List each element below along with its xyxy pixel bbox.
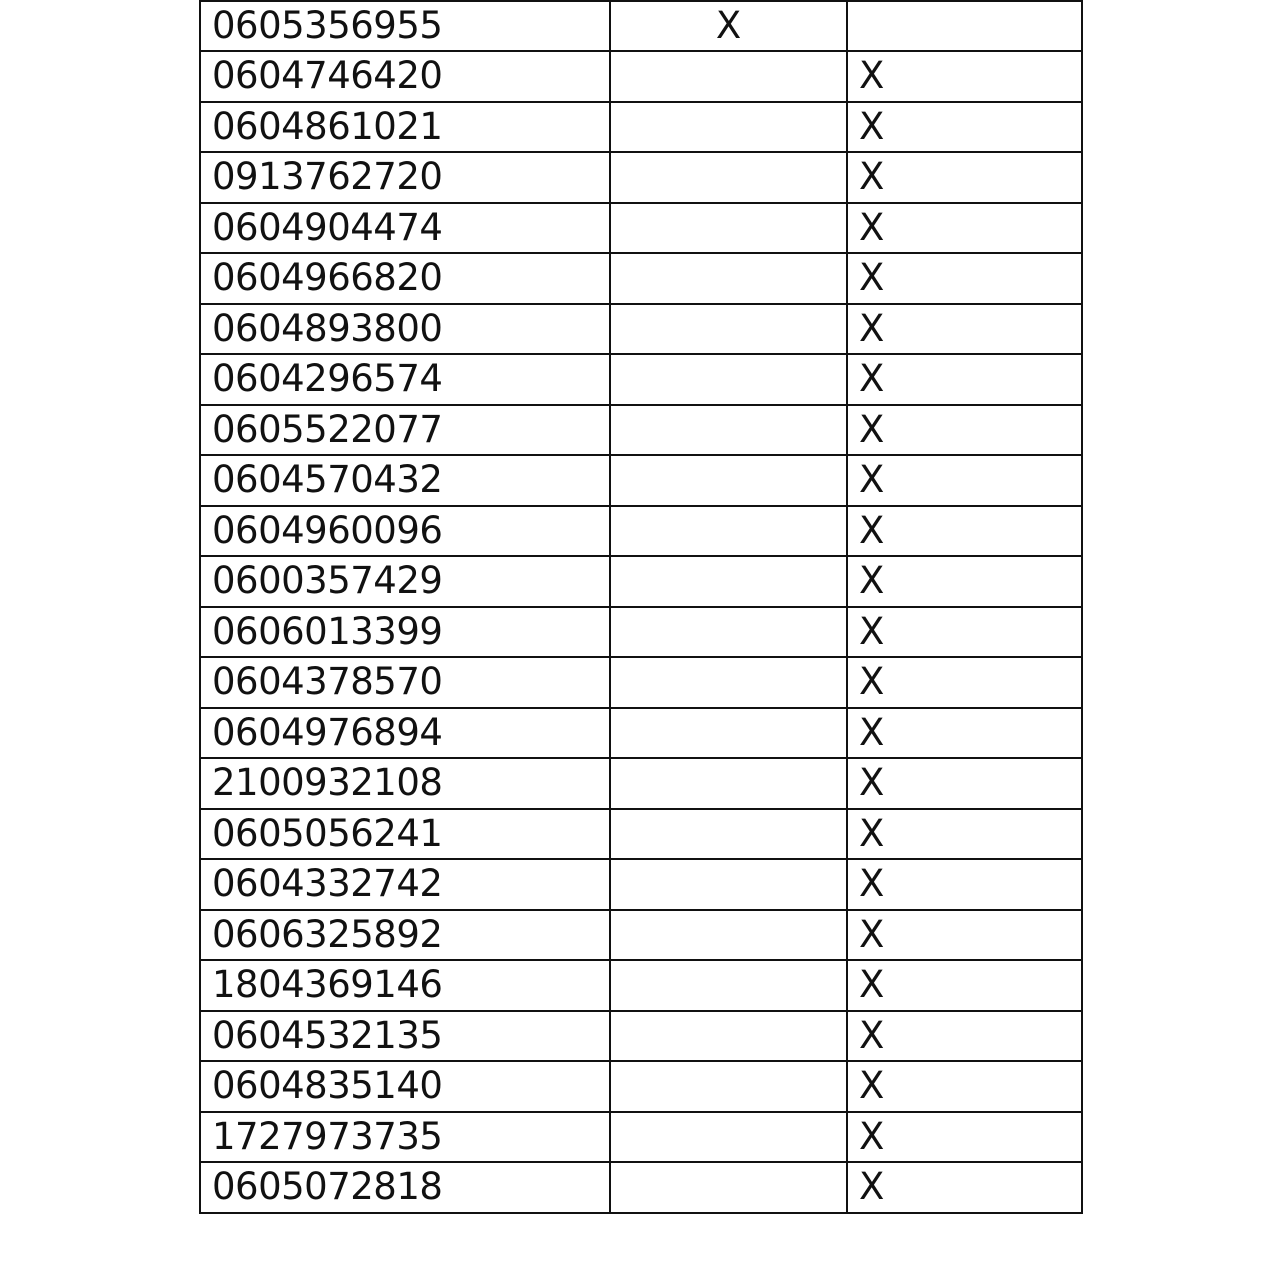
mark-cell-b: X (847, 203, 1082, 254)
mark-cell-a: X (610, 1, 847, 51)
number-cell: 0604966820 (200, 253, 610, 304)
number-cell: 0604835140 (200, 1061, 610, 1112)
number-cell: 0604570432 (200, 455, 610, 506)
mark-cell-b: X (847, 455, 1082, 506)
table-row (200, 1, 1082, 51)
number-cell: 0604378570 (200, 657, 610, 708)
mark-cell-a (610, 152, 847, 203)
number-cell: 0600357429 (200, 556, 610, 607)
table-row (200, 960, 1082, 1011)
mark-cell-a (610, 607, 847, 658)
table-row (200, 607, 1082, 658)
mark-cell-a (610, 354, 847, 405)
mark-cell-a (610, 708, 847, 759)
number-cell: 0604746420 (200, 51, 610, 102)
table-row (200, 455, 1082, 506)
table-row (200, 809, 1082, 860)
number-cell: 0604976894 (200, 708, 610, 759)
number-cell: 0913762720 (200, 152, 610, 203)
number-cell: 0604296574 (200, 354, 610, 405)
mark-cell-a (610, 102, 847, 153)
table-row (200, 859, 1082, 910)
table-row (200, 102, 1082, 153)
number-cell: 1727973735 (200, 1112, 610, 1163)
mark-cell-a (610, 455, 847, 506)
table-row (200, 203, 1082, 254)
table-row (200, 304, 1082, 355)
table-row (200, 506, 1082, 557)
number-cell: 0605056241 (200, 809, 610, 860)
mark-cell-b: X (847, 102, 1082, 153)
mark-cell-b: X (847, 910, 1082, 961)
mark-cell-b: X (847, 1061, 1082, 1112)
mark-cell-b: X (847, 859, 1082, 910)
mark-cell-a (610, 1061, 847, 1112)
number-cell: 0604861021 (200, 102, 610, 153)
number-cell: 0606013399 (200, 607, 610, 658)
number-cell: 0606325892 (200, 910, 610, 961)
number-cell: 0604532135 (200, 1011, 610, 1062)
number-cell: 0604904474 (200, 203, 610, 254)
mark-cell-a (610, 1162, 847, 1213)
table-row (200, 1061, 1082, 1112)
mark-cell-a (610, 657, 847, 708)
table-row (200, 253, 1082, 304)
mark-cell-a (610, 304, 847, 355)
mark-cell-b: X (847, 51, 1082, 102)
mark-cell-b: X (847, 809, 1082, 860)
mark-cell-b: X (847, 304, 1082, 355)
table-body (200, 1, 1082, 1213)
table-row (200, 556, 1082, 607)
number-cell: 0604332742 (200, 859, 610, 910)
document-sheet (199, 0, 1080, 1214)
mark-cell-a (610, 405, 847, 456)
table-row (200, 152, 1082, 203)
table-row (200, 657, 1082, 708)
mark-cell-b: X (847, 405, 1082, 456)
number-cell: 0604960096 (200, 506, 610, 557)
number-cell: 0605356955 (200, 1, 610, 51)
table-row (200, 1011, 1082, 1062)
mark-cell-b: X (847, 354, 1082, 405)
mark-cell-a (610, 809, 847, 860)
table-row (200, 51, 1082, 102)
mark-cell-a (610, 1011, 847, 1062)
mark-cell-b: X (847, 1162, 1082, 1213)
table-row (200, 354, 1082, 405)
mark-cell-b: X (847, 657, 1082, 708)
table-row (200, 910, 1082, 961)
mark-cell-b: X (847, 506, 1082, 557)
number-cell: 0605072818 (200, 1162, 610, 1213)
number-cell: 0605522077 (200, 405, 610, 456)
mark-cell-a (610, 253, 847, 304)
table-row (200, 758, 1082, 809)
mark-cell-a (610, 51, 847, 102)
mark-cell-b: X (847, 253, 1082, 304)
mark-cell-b: X (847, 607, 1082, 658)
table-row (200, 1112, 1082, 1163)
mark-cell-b: X (847, 708, 1082, 759)
mark-cell-a (610, 556, 847, 607)
mark-cell-a (610, 506, 847, 557)
mark-cell-a (610, 1112, 847, 1163)
mark-cell-a (610, 859, 847, 910)
mark-cell-a (610, 910, 847, 961)
mark-cell-b: X (847, 556, 1082, 607)
number-cell: 2100932108 (200, 758, 610, 809)
mark-cell-a (610, 758, 847, 809)
mark-cell-b: X (847, 152, 1082, 203)
number-table (199, 0, 1083, 1214)
mark-cell-b: X (847, 1011, 1082, 1062)
mark-cell-b: X (847, 1112, 1082, 1163)
table-row (200, 708, 1082, 759)
mark-cell-b: X (847, 960, 1082, 1011)
mark-cell-b: X (847, 758, 1082, 809)
mark-cell-a (610, 960, 847, 1011)
number-cell: 0604893800 (200, 304, 610, 355)
table-row (200, 405, 1082, 456)
mark-cell-a (610, 203, 847, 254)
mark-cell-b (847, 1, 1082, 51)
number-cell: 1804369146 (200, 960, 610, 1011)
table-row (200, 1162, 1082, 1213)
